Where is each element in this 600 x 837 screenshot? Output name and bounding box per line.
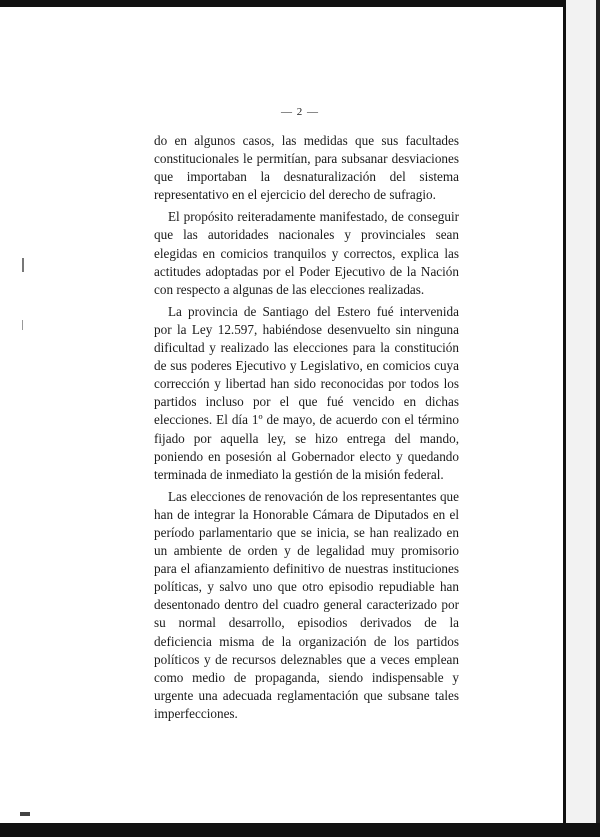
body-text (154, 132, 459, 727)
scan-artifact-mark (22, 320, 23, 330)
paragraph: Las elecciones de renovación de los representantes que han de integrar la Honorable Cámara de Diputados en el período parlamentario que se inicia, se han realizado en un ambiente de orden y de legalidad muy promisorio para el afianzamiento definitivo de nuestras instituciones políticas, y salvo uno que otro episodio repudiable han desentonado dentro del cuadro general caracterizado por su normal desarrollo, episodios derivados de la deficiencia misma de la organización de los partidos políticos y de recursos deleznables que a veces emplean como medio de propaganda, siendo indispensable y urgente una adecuada reglamentación que subsane tales imperfecciones. (154, 488, 459, 721)
paragraph: La provincia de Santiago del Estero fué intervenida por la Ley 12.597, habiéndose desenvuelto sin ninguna dificultad y realizado las elecciones para la constitución de sus poderes Ejecutivo y Legislativo, en comicios cuya corrección y libertad han sido reconocidas por todos los partidos incluso por el que fué vencido en dichas elecciones. El día 1º de mayo, de acuerdo con el término fijado por aquella ley, se hizo entrega del mando, poniendo en posesión al Gobernador electo y quedando terminada de inmediato la gestión de la misión federal. (154, 303, 459, 482)
scan-artifact-mark (22, 258, 24, 272)
paragraph: El propósito reiteradamente manifestado, de conseguir que las autoridades nacionales y provinciales sean elegidas en comicios tranquilos y correctos, explica las actitudes adoptadas por el Poder Ejecutivo de la Nación con respecto a algunas de las elecciones realizadas. (154, 209, 459, 297)
scan-border-top (0, 0, 600, 7)
page-number: — 2 — (281, 106, 319, 118)
scan-border-bottom (0, 823, 600, 837)
scan-artifact-corner (20, 812, 30, 816)
scan-border-right (563, 0, 600, 837)
paragraph: do en algunos casos, las medidas que sus facultades constitucionales le permitían, para subsanar desviaciones que importaban la desnaturalización del sistema representativo en el ejercicio del derecho de sufragio. (154, 133, 459, 203)
scan-border-right-edge (596, 0, 600, 837)
